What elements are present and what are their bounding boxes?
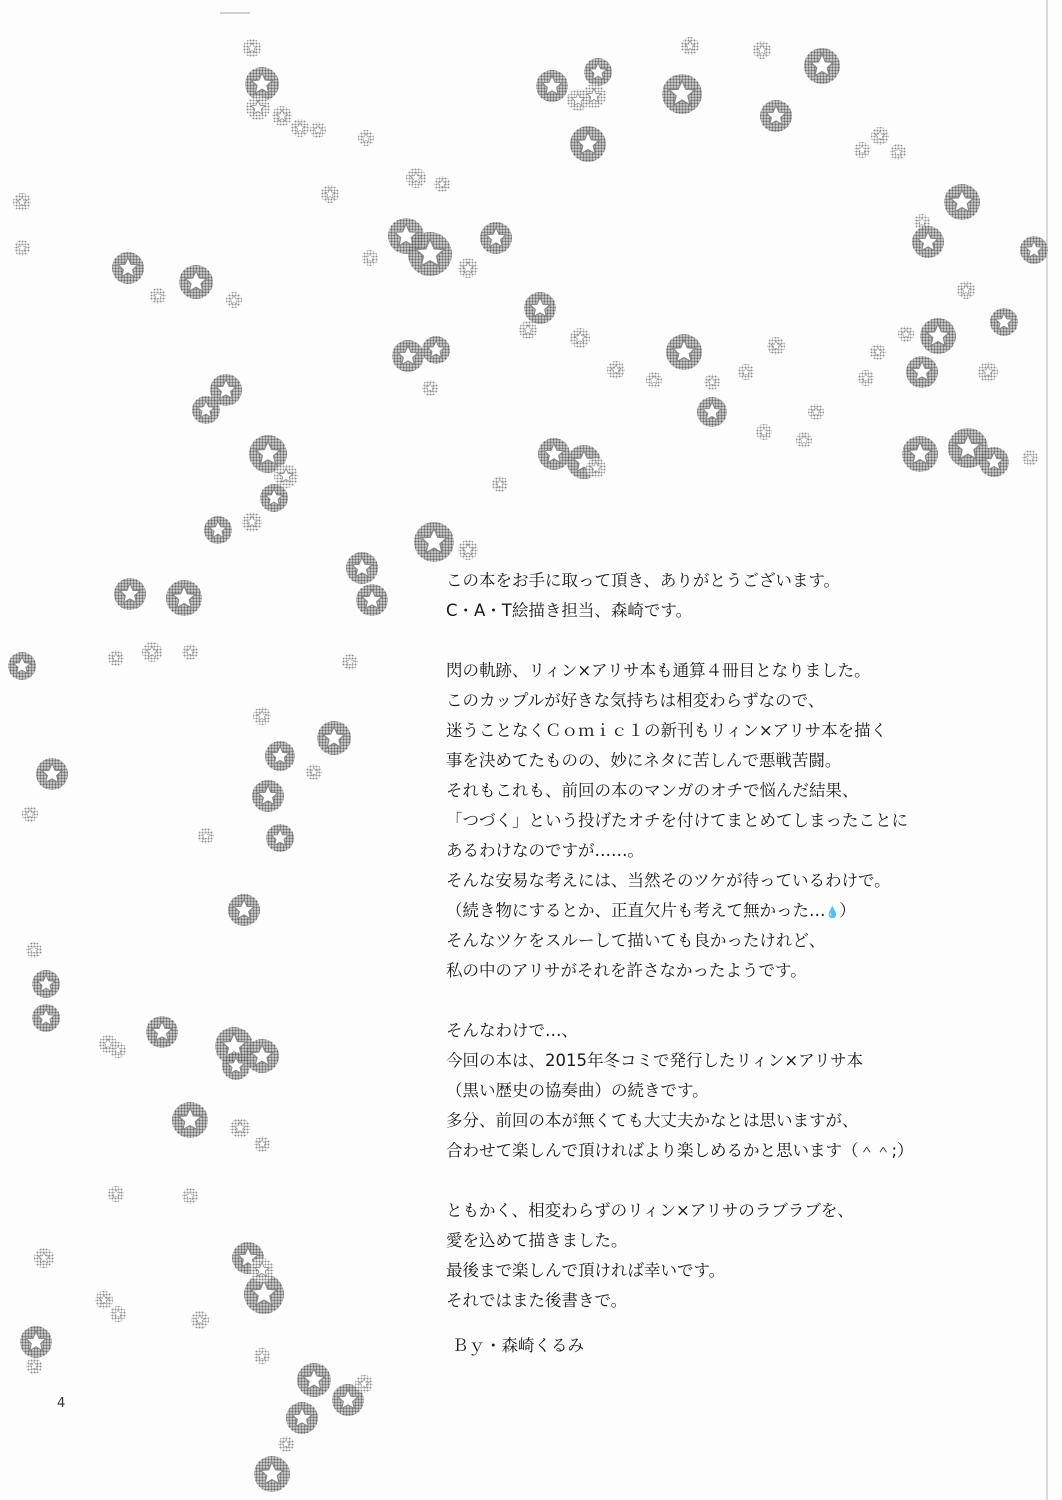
text-line: この本をお手に取って頂き、ありがとうございます。 <box>446 571 841 590</box>
text-line: それもこれも、前回の本のマンガのオチで悩んだ結果、 <box>446 781 859 800</box>
text-line: C・A・T絵描き担当、森崎です。 <box>446 601 693 620</box>
sweat-drop-icon: 💧 <box>825 906 840 919</box>
text-line: 合わせて楽しんで頂ければより楽しめるかと思います（＾＾;） <box>446 1141 914 1160</box>
text-line: 迷うことなくＣｏｍｉｃ１の新刊もリィン×アリサ本を描く <box>446 721 888 740</box>
text-line: 多分、前回の本が無くても大丈夫かなとは思いますが、 <box>446 1111 859 1130</box>
afterword-text <box>446 566 926 1316</box>
text-line-part: ） <box>839 901 856 920</box>
text-line: ともかく、相変わらずのリィン×アリサのラブラブを、 <box>446 1201 854 1220</box>
text-line: 事を決めてたものの、妙にネタに苦しんで悪戦苦闘。 <box>446 751 842 770</box>
paragraph-gap <box>446 626 926 656</box>
text-line <box>446 896 926 926</box>
paragraph-gap <box>446 986 926 1016</box>
text-line: そんなツケをスルーして描いても良かったけれど、 <box>446 931 826 950</box>
text-line: 今回の本は、2015年冬コミで発行したリィン×アリサ本 <box>446 1051 864 1070</box>
text-line: それではまた後書きで。 <box>446 1291 628 1310</box>
text-line: 「つづく」という投げたオチを付けてまとめてしまったことに <box>446 811 908 830</box>
text-line: （黒い歴史の協奏曲）の続きです。 <box>446 1081 709 1100</box>
author-signature: Ｂｙ・森崎くるみ <box>452 1336 584 1355</box>
text-line: 最後まで楽しんで頂ければ幸いです。 <box>446 1261 726 1280</box>
text-line: 私の中のアリサがそれを許さなかったようです。 <box>446 961 807 980</box>
text-line: 愛を込めて描きました。 <box>446 1231 628 1250</box>
page-number: 4 <box>57 1396 66 1411</box>
text-line: あるわけなのですが……。 <box>446 841 644 860</box>
text-line-part: （続き物にするとか、正直欠片も考えて無かった… <box>446 901 826 920</box>
text-line: 閃の軌跡、リィン×アリサ本も通算４冊目となりました。 <box>446 661 871 680</box>
text-line: このカップルが好きな気持ちは相変わらずなので、 <box>446 691 825 710</box>
text-line: そんなわけで…、 <box>446 1021 578 1040</box>
paragraph-gap <box>446 1166 926 1196</box>
text-line: そんな安易な考えには、当然そのツケが待っているわけで。 <box>446 871 891 890</box>
